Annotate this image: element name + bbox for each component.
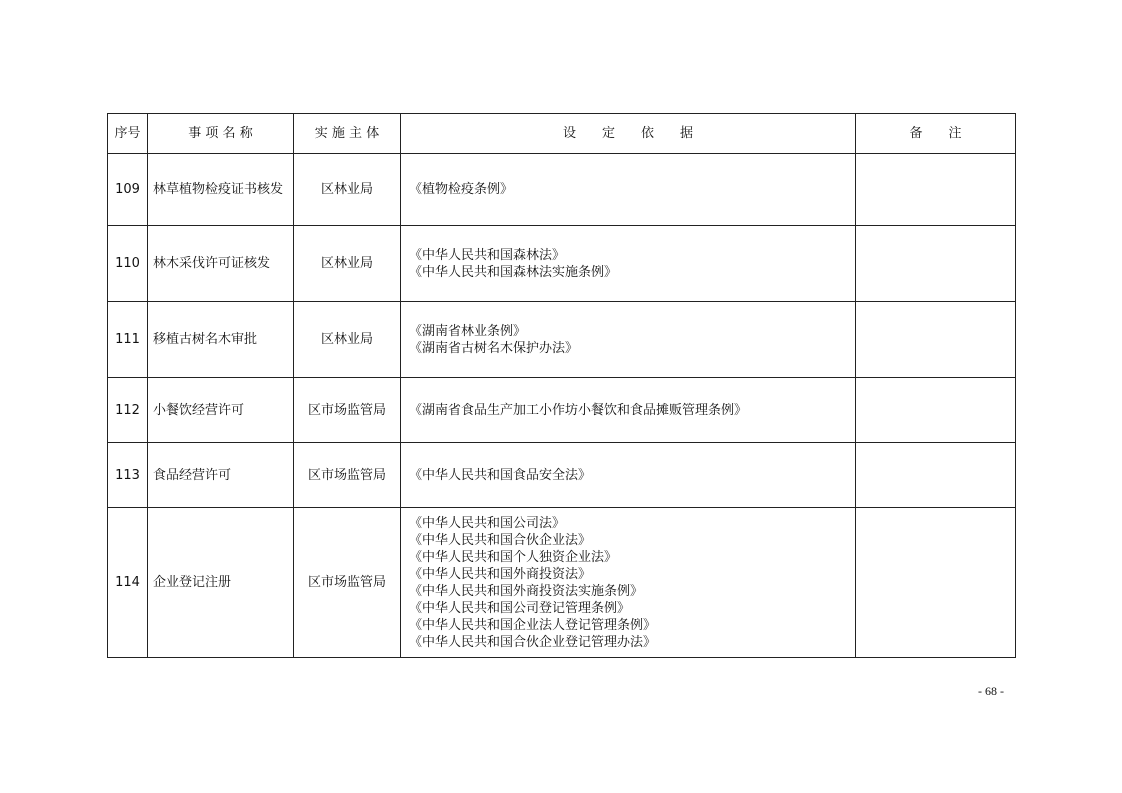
- approval-items-table: [107, 113, 1016, 658]
- legal-basis: [401, 302, 856, 378]
- basis-line: 《中华人民共和国企业法人登记管理条例》: [409, 617, 657, 633]
- basis-line: 《中华人民共和国合伙企业登记管理办法》: [409, 634, 657, 650]
- table-row: [108, 302, 1016, 378]
- implementing-body: 区林业局: [294, 154, 401, 226]
- table-row: [108, 443, 1016, 508]
- table-row: [108, 226, 1016, 302]
- legal-basis: [401, 226, 856, 302]
- row-number: 110: [108, 226, 148, 302]
- remarks: [856, 378, 1016, 443]
- basis-line: 《中华人民共和国公司登记管理条例》: [409, 600, 631, 616]
- item-name: 林草植物检疫证书核发: [148, 154, 294, 226]
- remarks: [856, 443, 1016, 508]
- basis-line: 《湖南省古树名木保护办法》: [409, 340, 579, 356]
- basis-line: 《中华人民共和国食品安全法》: [409, 467, 592, 483]
- header-no: 序号: [108, 114, 148, 154]
- page-number: - 68 -: [978, 684, 1004, 698]
- table-row: [108, 508, 1016, 658]
- row-number: 111: [108, 302, 148, 378]
- basis-line: 《中华人民共和国外商投资法》: [409, 566, 592, 582]
- basis-line: 《中华人民共和国公司法》: [409, 515, 566, 531]
- legal-basis: [401, 378, 856, 443]
- legal-basis: [401, 154, 856, 226]
- item-name: 企业登记注册: [148, 508, 294, 658]
- remarks: [856, 508, 1016, 658]
- basis-line: 《中华人民共和国外商投资法实施条例》: [409, 583, 644, 599]
- basis-line: 《湖南省食品生产加工小作坊小餐饮和食品摊贩管理条例》: [409, 402, 748, 418]
- table-header-row: [108, 114, 1016, 154]
- basis-line: 《中华人民共和国森林法实施条例》: [409, 264, 618, 280]
- item-name: 小餐饮经营许可: [148, 378, 294, 443]
- item-name: 移植古树名木审批: [148, 302, 294, 378]
- remarks: [856, 154, 1016, 226]
- implementing-body: 区林业局: [294, 226, 401, 302]
- header-remarks: 备 注: [856, 114, 1016, 154]
- implementing-body: 区林业局: [294, 302, 401, 378]
- legal-basis: [401, 443, 856, 508]
- row-number: 114: [108, 508, 148, 658]
- basis-line: 《中华人民共和国合伙企业法》: [409, 532, 592, 548]
- basis-line: 《中华人民共和国个人独资企业法》: [409, 549, 618, 565]
- remarks: [856, 302, 1016, 378]
- table-row: [108, 154, 1016, 226]
- remarks: [856, 226, 1016, 302]
- implementing-body: 区市场监管局: [294, 508, 401, 658]
- legal-basis: [401, 508, 856, 658]
- header-legal-basis: 设 定 依 据: [401, 114, 856, 154]
- row-number: 112: [108, 378, 148, 443]
- item-name: 林木采伐许可证核发: [148, 226, 294, 302]
- implementing-body: 区市场监管局: [294, 443, 401, 508]
- basis-line: 《湖南省林业条例》: [409, 323, 527, 339]
- basis-line: 《中华人民共和国森林法》: [409, 247, 566, 263]
- basis-line: 《植物检疫条例》: [409, 182, 514, 197]
- header-item-name: 事 项 名 称: [148, 114, 294, 154]
- row-number: 109: [108, 154, 148, 226]
- header-implementing-body: 实 施 主 体: [294, 114, 401, 154]
- implementing-body: 区市场监管局: [294, 378, 401, 443]
- item-name: 食品经营许可: [148, 443, 294, 508]
- table-row: [108, 378, 1016, 443]
- row-number: 113: [108, 443, 148, 508]
